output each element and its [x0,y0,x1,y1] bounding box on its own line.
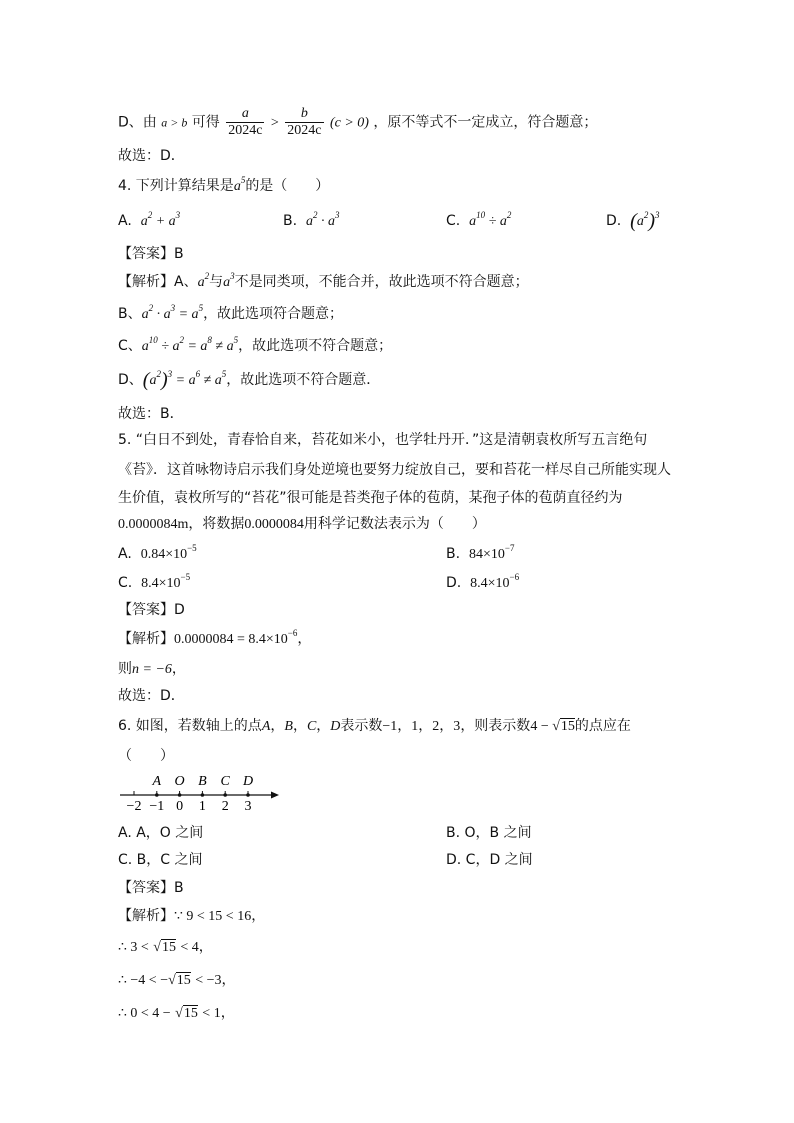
gt-sign: > [270,115,279,131]
number-line-point-label: D [242,774,254,789]
analysis-label: 【解析】 [118,631,174,647]
q4-analysis-b: B、$a^2 \cdot a^3 = a^5$，故此选项符合题意； [118,303,344,322]
q5-option-d: D. $8.4\times 10^{-6}$ [446,572,520,591]
answer-label: 【答案】D [118,602,185,618]
text: 的是（ ） [245,178,330,194]
q4-option-a: A. $a^2 + a^3$ [118,210,181,229]
text: 不是同类项，不能合并，故此选项不符合题意； [234,274,529,290]
choice-line: 故选：D． [118,688,185,704]
number-line-figure [116,770,286,814]
q5-option-c: C. $8.4\times 10^{-5}$ [118,572,191,591]
text: ，故此选项不符合题意． [226,372,381,388]
math-expr: 0.0000084 = 8.4×10 [174,632,288,647]
number-line-tick-label: 1 [198,799,206,814]
math-condition: a > b [161,115,188,130]
number-line-point-label: B [198,774,207,789]
q5-n-line: 则n = −6， [118,661,186,677]
q5-stem-line: 生价值，袁枚所写的“苔花”很可能是苔类孢子体的苞荫，某孢子体的苞荫直径约为 [118,490,623,506]
text: ，则表示数 [460,718,531,734]
text: 表示数 [340,718,383,734]
answer-label: 【答案】B [118,880,184,896]
q5-option-a: A. $0.84\times 10^{-5}$ [118,543,197,562]
number-line-tick-label: 0 [176,799,184,814]
number-line-tick-label: 2 [221,799,229,814]
text: 可得 [191,114,220,131]
q4-option-c: C. $a^{10} \div a^2$ [446,210,512,229]
math-a5: $a^5$ [233,175,246,194]
q6-option-b: B. O，B 之间 [446,825,532,841]
q6-paren: （ ） [118,748,174,764]
q4-analysis-d: D、$(a^2)^3 = a^6 \ne a^5$，故此选项不符合题意． [118,369,381,391]
answer-label: 【答案】B [118,246,184,262]
fraction-a [226,106,264,139]
q4-stem [118,176,329,197]
math-value: 0.0000084m [118,517,189,532]
math-expr: ∴ 3 < [118,940,149,955]
numerator: b [285,106,323,123]
text: 6. 如图，若数轴上的点 [118,718,262,734]
text: B、 [118,306,142,322]
analysis-label: 【解析】 [118,908,174,924]
arrow-right-icon [271,792,279,799]
text: C、 [118,338,142,354]
fraction-b [285,106,323,139]
text: ，原不等式不一定成立，符合题意； [373,114,598,131]
math-condition: (c > 0) [329,115,369,131]
math-expr: ∴ −4 < − [118,973,169,988]
numerator: a [226,106,264,123]
text: 4. 下列计算结果是 [118,178,234,194]
number-line-point-label: O [174,774,185,789]
number-line-point-label: A [152,774,162,789]
q5-stem-line: 《苔》．这首咏物诗启示我们身处逆境也要努力绽放自己，要和苔花一样尽自己所能实现人 [118,462,671,478]
q6-analysis-step4: ∴ 0 < 4 − √15 < 1， [118,1006,235,1021]
choice-line: 故选：B． [118,406,184,422]
text: 与 [209,274,224,290]
q5-stem-line: 5. “白日不到处，青春恰自来，苔花如米小，也学牡丹开．”这是清朝袁枚所写五言绝句 [118,432,648,448]
choice-line: 故选：D． [118,148,185,164]
q6-option-a: A. A，O 之间 [118,825,204,841]
number-line-point-label: C [220,774,230,789]
math-value: 0.0000084 [244,517,304,532]
q6-analysis-step1 [118,906,265,927]
text: ，故此选项符合题意； [203,306,344,322]
math-expr: n = −6 [132,662,172,677]
denominator: 2024c [228,123,263,138]
q5-stem-line [118,514,486,535]
number-line-tick-label: 3 [244,799,252,814]
analysis-label: 【解析】 [118,274,174,290]
math-expr: < 4， [180,940,213,955]
q6-option-d: D. C，D 之间 [446,852,533,868]
number-line-tick-label: −2 [126,799,142,814]
q4-option-d: D. $(a^2)^3$ [606,210,660,232]
text: ，故此选项不符合题意； [238,338,393,354]
math-expr: < 1， [202,1006,235,1021]
text: ，将数据 [188,516,245,532]
q6-analysis-step2: ∴ 3 < √15 < 4， [118,940,213,955]
q5-analysis: 【解析】$0.0000084 = 8.4\times 10^{-6}$， [118,628,312,647]
q6-analysis-step3: ∴ −4 < −√15 < −3， [118,973,236,988]
number-line-tick-label: −1 [149,799,165,814]
text: A、 [174,274,198,290]
q6-stem-line: 6. 如图，若数轴上的点A，B，C，D表示数−1，1，2，3，则表示数4 − √15的点应在 [118,718,631,734]
text: 用科学记数法表示为（ ） [303,516,486,532]
math-expr: ∴ 0 < 4 − [118,1006,171,1021]
q4-analysis-c: C、$a^{10} \div a^2 = a^8 \ne a^5$，故此选项不符合题意； [118,335,393,354]
math-expr: ∵ 9 < 15 < 16， [174,909,266,924]
text: 的点应在 [574,718,631,734]
q4-analysis-a: 【解析】A、$a^2$与$a^3$不是同类项，不能合并，故此选项不符合题意； [118,271,529,290]
math-expr: < −3， [195,973,236,988]
q6-option-c: C. B，C 之间 [118,852,203,868]
text: 则 [118,661,132,677]
prev-option-d-analysis [118,106,597,139]
q4-option-b: B. $a^2 \cdot a^3$ [283,210,340,229]
denominator: 2024c [287,123,322,138]
q5-option-b: B. $84\times 10^{-7}$ [446,543,515,562]
text: D、由 [118,114,157,131]
text: D、 [118,372,143,388]
